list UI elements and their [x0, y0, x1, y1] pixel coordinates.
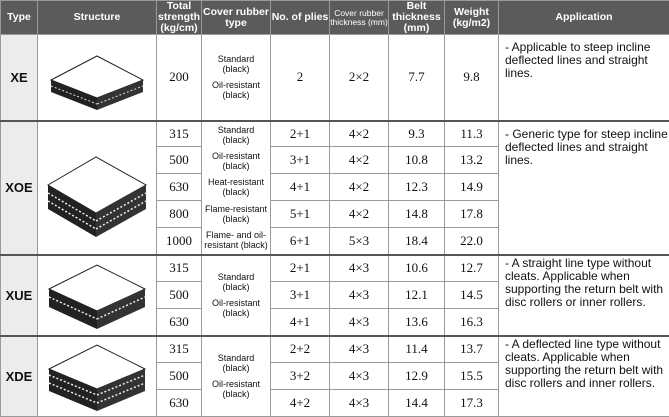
application-text: - Applicable to steep incline deflected lines and straight lines. — [499, 35, 669, 121]
application-text: - A deflected line type without cleats. Applicable when supporting the return belt with disc rollers and inner rollers. — [499, 336, 669, 417]
strength-cell: 315 — [157, 255, 202, 282]
cover-type-label: Standard (black) — [203, 54, 269, 74]
header-row — [1, 1, 669, 35]
belt-structure-image — [38, 121, 157, 255]
cover-thickness-cell: 4×3 — [330, 363, 389, 390]
table-row — [1, 121, 669, 147]
belt-thickness-cell: 13.6 — [389, 309, 445, 336]
belt-thickness-cell: 10.6 — [389, 255, 445, 282]
cover-thickness-cell: 5×3 — [330, 228, 389, 255]
cover-type-cell — [202, 121, 271, 255]
weight-cell: 14.5 — [445, 282, 499, 309]
cover-type-cell — [202, 35, 271, 121]
header-weight: Weight (kg/m2) — [445, 1, 499, 35]
application-text: - Generic type for steep incline deflected lines and straight lines. — [499, 121, 669, 255]
belt-cross-section-icon — [43, 42, 151, 112]
cover-thickness-cell: 4×2 — [330, 147, 389, 174]
header-structure: Structure — [38, 1, 157, 35]
strength-cell: 500 — [157, 282, 202, 309]
header-belt-thickness: Belt thickness (mm) — [389, 1, 445, 35]
header-type: Type — [1, 1, 38, 35]
belt-thickness-cell: 18.4 — [389, 228, 445, 255]
cover-type-label: Oil-resistant (black) — [203, 298, 269, 318]
cover-thickness-cell: 4×3 — [330, 336, 389, 363]
application-text: - A straight line type without cleats. Applicable when supporting the return belt with disc rollers or inner rollers. — [499, 255, 669, 336]
strength-cell: 630 — [157, 390, 202, 417]
weight-cell: 16.3 — [445, 309, 499, 336]
belt-thickness-cell: 12.9 — [389, 363, 445, 390]
header-plies: No. of plies — [271, 1, 330, 35]
plies-cell: 2+1 — [271, 255, 330, 282]
cover-thickness-cell: 4×3 — [330, 309, 389, 336]
strength-cell: 315 — [157, 121, 202, 147]
weight-cell: 17.3 — [445, 390, 499, 417]
type-cell: XOE — [1, 121, 38, 255]
header-application: Application — [499, 1, 669, 35]
plies-cell: 5+1 — [271, 201, 330, 228]
cover-type-label: Oil-resistant (black) — [203, 80, 269, 100]
belt-thickness-cell: 12.1 — [389, 282, 445, 309]
weight-cell: 14.9 — [445, 174, 499, 201]
belt-cross-section-icon — [42, 133, 152, 243]
plies-cell: 4+1 — [271, 309, 330, 336]
cover-type-cell — [202, 255, 271, 336]
belt-cross-section-icon — [43, 259, 151, 331]
table-row — [1, 336, 669, 363]
strength-cell: 630 — [157, 309, 202, 336]
cover-thickness-cell: 4×3 — [330, 282, 389, 309]
strength-cell: 1000 — [157, 228, 202, 255]
belt-thickness-cell: 10.8 — [389, 147, 445, 174]
cover-type-label: Oil-resistant (black) — [203, 379, 269, 399]
weight-cell: 9.8 — [445, 35, 499, 121]
plies-cell: 2+2 — [271, 336, 330, 363]
belt-thickness-cell: 7.7 — [389, 35, 445, 121]
plies-cell: 3+1 — [271, 282, 330, 309]
belt-thickness-cell: 11.4 — [389, 336, 445, 363]
cover-type-label: Oil-resistant (black) — [203, 151, 269, 171]
belt-thickness-cell: 14.4 — [389, 390, 445, 417]
weight-cell: 15.5 — [445, 363, 499, 390]
belt-structure-image — [38, 255, 157, 336]
cover-type-label: Flame-resistant (black) — [203, 204, 269, 224]
type-cell: XDE — [1, 336, 38, 417]
belt-cross-section-icon — [43, 339, 151, 413]
cover-thickness-cell: 2×2 — [330, 35, 389, 121]
strength-cell: 500 — [157, 363, 202, 390]
type-cell: XUE — [1, 255, 38, 336]
weight-cell: 13.7 — [445, 336, 499, 363]
weight-cell: 12.7 — [445, 255, 499, 282]
weight-cell: 17.8 — [445, 201, 499, 228]
weight-cell: 11.3 — [445, 121, 499, 147]
strength-cell: 630 — [157, 174, 202, 201]
strength-cell: 315 — [157, 336, 202, 363]
plies-cell: 2+1 — [271, 121, 330, 147]
header-cover-type: Cover rubber type — [202, 1, 271, 35]
belt-thickness-cell: 9.3 — [389, 121, 445, 147]
header-cover-thickness: Cover rubber thickness (mm) — [330, 1, 389, 35]
cover-thickness-cell: 4×2 — [330, 121, 389, 147]
cover-thickness-cell: 4×2 — [330, 174, 389, 201]
plies-cell: 2 — [271, 35, 330, 121]
cover-type-label: Standard (black) — [203, 353, 269, 373]
cover-thickness-cell: 4×3 — [330, 255, 389, 282]
cover-type-cell — [202, 336, 271, 417]
cover-type-label: Heat-resistant (black) — [203, 177, 269, 197]
cover-type-label: Standard (black) — [203, 125, 269, 145]
cover-thickness-cell: 4×2 — [330, 201, 389, 228]
table-row — [1, 35, 669, 121]
plies-cell: 6+1 — [271, 228, 330, 255]
plies-cell: 3+1 — [271, 147, 330, 174]
belt-structure-image — [38, 336, 157, 417]
plies-cell: 4+1 — [271, 174, 330, 201]
header-strength: Total strength (kg/cm) — [157, 1, 202, 35]
cover-type-label: Standard (black) — [203, 272, 269, 292]
weight-cell: 13.2 — [445, 147, 499, 174]
table-row — [1, 255, 669, 282]
cover-thickness-cell: 4×3 — [330, 390, 389, 417]
plies-cell: 4+2 — [271, 390, 330, 417]
belt-structure-image — [38, 35, 157, 121]
strength-cell: 800 — [157, 201, 202, 228]
type-cell: XE — [1, 35, 38, 121]
plies-cell: 3+2 — [271, 363, 330, 390]
belt-thickness-cell: 12.3 — [389, 174, 445, 201]
cover-type-label: Flame- and oil-resistant (black) — [203, 230, 269, 250]
belt-thickness-cell: 14.8 — [389, 201, 445, 228]
strength-cell: 200 — [157, 35, 202, 121]
strength-cell: 500 — [157, 147, 202, 174]
weight-cell: 22.0 — [445, 228, 499, 255]
